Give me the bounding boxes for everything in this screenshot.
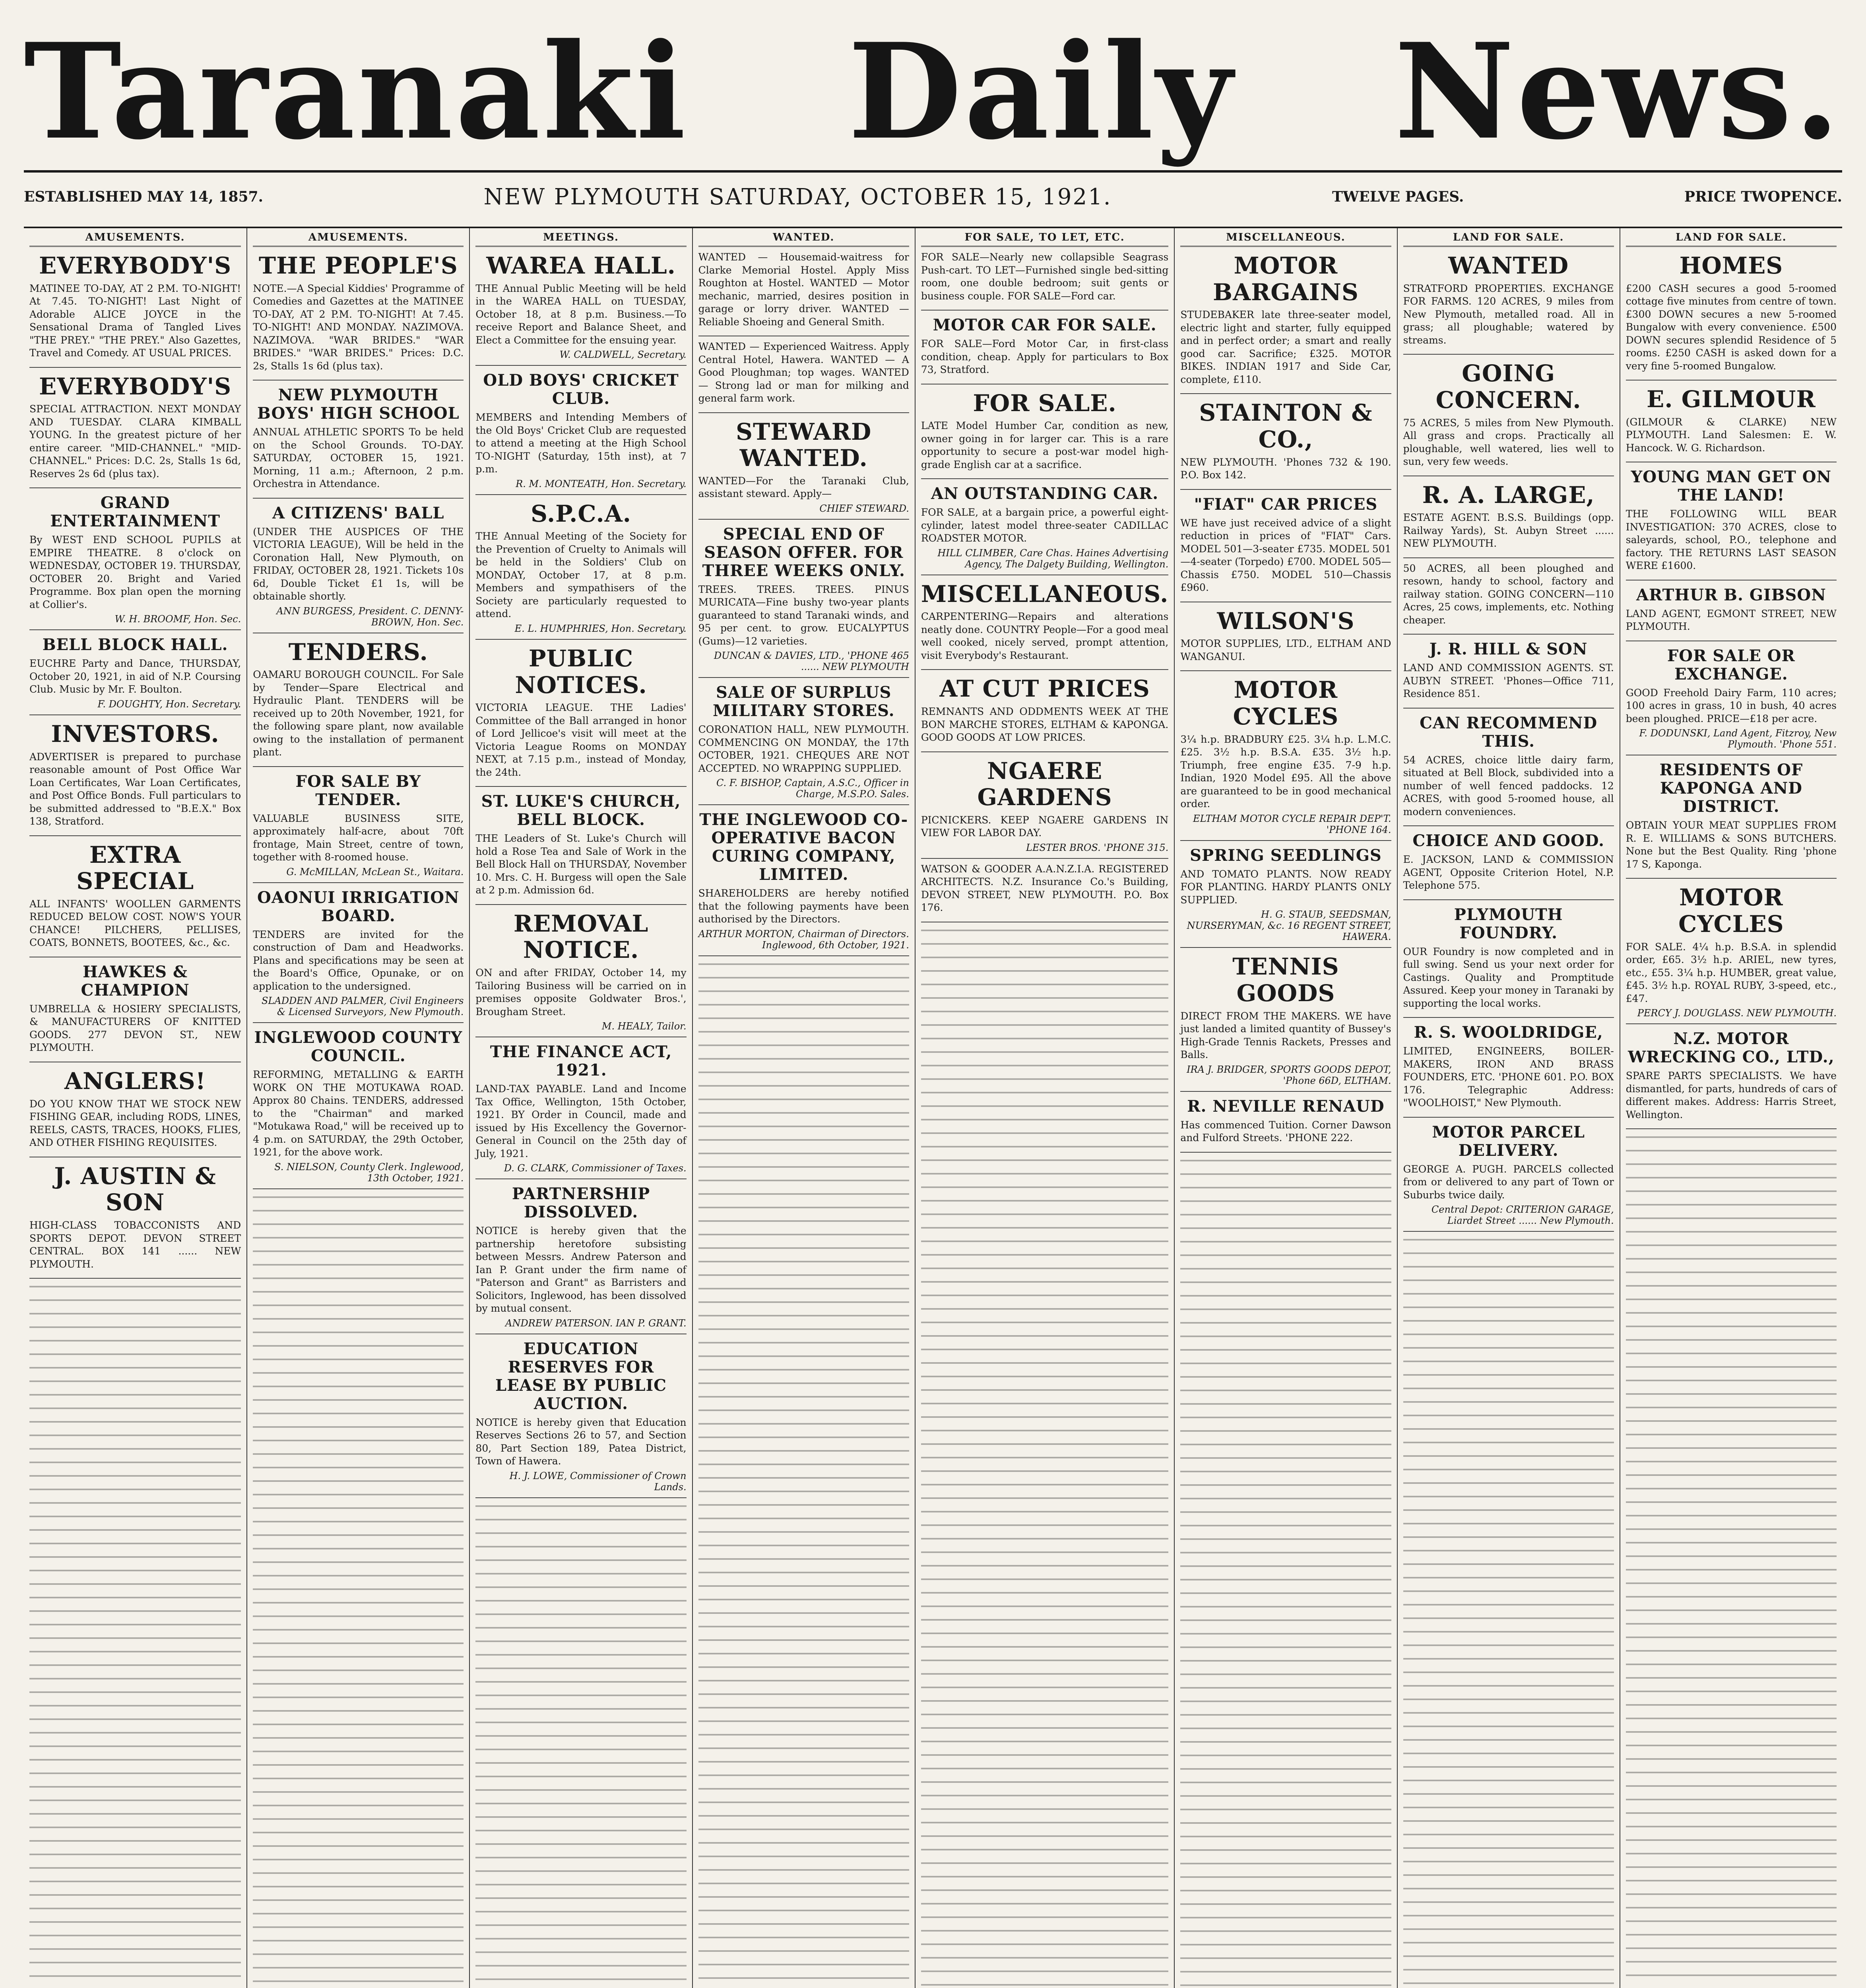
ad-title: ST. LUKE'S CHURCH, BELL BLOCK. — [481, 792, 681, 829]
ad-title: FOR SALE BY TENDER. — [295, 772, 421, 809]
advertisement — [29, 368, 241, 489]
ad-title: R. S. WOOLDRIDGE, — [1414, 1023, 1603, 1042]
ad-body: WANTED—For the Taranaki Club, assistant steward. Apply— — [698, 475, 909, 500]
ad-body: SHAREHOLDERS are hereby notified that the following payments have been authorised by the Directors. — [698, 887, 909, 925]
ad-title: TENNIS GOODS — [1232, 953, 1339, 1007]
column-heading: FOR SALE, TO LET, ETC. — [921, 228, 1169, 247]
ad-signature: E. L. HUMPHRIES, Hon. Secretary. — [514, 623, 687, 634]
advertisement — [921, 575, 1169, 670]
ad-signature: H. G. STAUB, SEEDSMAN, NURSERYMAN, &c. 16 REGENT STREET, HAWERA. — [1187, 909, 1391, 943]
advertisement — [1403, 1018, 1614, 1118]
ad-title: GRAND ENTERTAINMENT — [50, 493, 221, 531]
ad-body: MEMBERS and Intending Members of the Old Boys' Cricket Club are requested to attend a meeting at the High School TO-NIGHT (Saturday, 15th inst), at 7 p.m. — [475, 412, 687, 475]
ad-body: WANTED — Experienced Waitress. Apply Central Hotel, Hawera. WANTED — A Good Ploughman; top wages. WANTED — Strong lad or man for milking and general farm work. — [698, 341, 909, 404]
ad-title: FOR SALE. — [973, 389, 1117, 417]
ad-title: MOTOR CYCLES — [1233, 676, 1339, 730]
advertisement — [29, 1157, 241, 1279]
ad-title: A CITIZENS' BALL — [272, 503, 444, 522]
advertisement — [1403, 635, 1614, 709]
advertisement — [921, 247, 1169, 311]
ad-body: GEORGE A. PUGH. PARCELS collected from or delivered to any part of Town or Suburbs twice daily. — [1403, 1163, 1614, 1201]
column-2 — [246, 228, 469, 1988]
column-3 — [469, 228, 692, 1988]
ad-body: ALL INFANTS' WOOLLEN GARMENTS REDUCED BELOW COST. NOW'S YOUR CHANCE! PILCHERS, PELLISES, COATS, BONNETS, BOOTEES, &c., &c. — [29, 898, 241, 949]
ad-body: THE Leaders of St. Luke's Church will hold a Rose Tea and Sale of Work in the Bell Block Hall on THURSDAY, November 10. Mrs. C. H. Burgess will open the Sale at 2 p.m. Admission 6d. — [475, 833, 687, 896]
ad-body: ANNUAL ATHLETIC SPORTS To be held on the School Grounds. TO-DAY. SATURDAY, OCTOBER 15, 1921. Morning, 11 a.m.; Afternoon, 2 p.m. Orchestra in Attendance. — [253, 426, 464, 490]
ad-body: VICTORIA LEAGUE. THE Ladies' Committee of the Ball arranged in honor of Lord Jellicoe's visit will meet at the Victoria League Rooms on MONDAY NEXT, at 7.15 p.m., instead of Monday, the 24th. — [475, 702, 687, 778]
column-1 — [24, 228, 246, 1988]
ad-signature: C. F. BISHOP, Captain, A.S.C., Officer in Charge, M.S.P.O. Sales. — [716, 777, 909, 800]
ad-title: WAREA HALL. — [486, 252, 676, 279]
advertisement — [921, 859, 1169, 922]
ad-body: 54 ACRES, choice little dairy farm, situated at Bell Block, subdivided into a number of well fenced paddocks. 12 ACRES, with good 5-roomed house, all modern conveniences. — [1403, 754, 1614, 817]
advertisement — [1626, 580, 1837, 641]
column-heading: MISCELLANEOUS. — [1180, 228, 1391, 247]
ad-signature: W. H. BROOMF, Hon. Sec. — [114, 613, 241, 625]
advertisement — [475, 1334, 686, 1498]
ad-title: J. AUSTIN & SON — [54, 1162, 216, 1216]
ad-signature: SLADDEN AND PALMER, Civil Engineers & Licensed Surveyors, New Plymouth. — [261, 995, 464, 1018]
ad-title: PLYMOUTH FOUNDRY. — [1454, 905, 1563, 942]
advertisement — [1403, 826, 1614, 900]
ad-title: INVESTORS. — [51, 720, 219, 747]
ad-body: UMBRELLA & HOSIERY SPECIALISTS, & MANUFACTURERS OF KNITTED GOODS. 277 DEVON ST., NEW PLYMOUTH. — [29, 1003, 241, 1054]
ad-body: DO YOU KNOW THAT WE STOCK NEW FISHING GEAR, including RODS, LINES, REELS, CASTS, TRACES, HOOKS, FLIES, AND OTHER FISHING REQUISITES. — [29, 1098, 241, 1149]
advertisement — [1180, 841, 1391, 948]
ad-title: EVERYBODY'S — [39, 252, 232, 279]
ad-signature: Central Depot: CRITERION GARAGE, Liardet Street ...... New Plymouth. — [1431, 1204, 1614, 1227]
ad-body: THE Annual Public Meeting will be held in the WAREA HALL on TUESDAY, October 18, at 8 p.m. Business.—To receive Report and Balance Sheet, and Elect a Committee for the ensuing year. — [475, 282, 687, 346]
advertisement — [1626, 641, 1837, 756]
ad-title: HAWKES & CHAMPION — [81, 962, 190, 1000]
ad-signature: LESTER BROS. 'PHONE 315. — [1026, 842, 1169, 853]
advertisement — [29, 1062, 241, 1157]
ad-body: LATE Model Humber Car, condition as new, owner going in for larger car. This is a rare opportunity to secure a post-war model high-grade English car at a sacrifice. — [921, 420, 1169, 470]
ad-body: (GILMOUR & CLARKE) NEW PLYMOUTH. Land Salesmen: E. W. Hancock. W. G. Richardson. — [1625, 416, 1837, 454]
ad-body: £200 CASH secures a good 5-roomed cottage five minutes from centre of town. £300 DOWN secures a new 5-roomed Bungalow with every convenience. £500 DOWN secures splendid Residence of 5 rooms. £250 CASH is asked down for a very fine 5-roomed Bungalow. — [1625, 282, 1837, 372]
advertisement — [1403, 247, 1614, 355]
small-print-filler — [253, 1189, 464, 1988]
ad-body: LAND-TAX PAYABLE. Land and Income Tax Office, Wellington, 15th October, 1921. BY Order in Council, made and issued by His Excellency the Governor-General in Council on the 25th day of July, 1921. — [475, 1083, 687, 1159]
ad-title: E. GILMOUR — [1647, 386, 1816, 413]
advertisement — [1180, 671, 1391, 841]
ad-title: NEW PLYMOUTH BOYS' HIGH SCHOOL — [257, 386, 460, 423]
ad-title: MOTOR BARGAINS — [1213, 252, 1359, 306]
ad-body: SPARE PARTS SPECIALISTS. We have dismantled, for parts, hundreds of cars of different makes. Address: Harris Street, Wellington. — [1625, 1070, 1837, 1120]
ad-body: WE have just received advice of a slight reduction in prices of "FIAT" Cars. MODEL 501—3-seater £735. MODEL 501—4-seater (Torpedo) £700. MODEL 505—Chassis £750. MODEL 510—Chassis £960. — [1180, 517, 1391, 594]
ad-body: NOTICE is hereby given that Education Reserves Sections 26 to 57, and Section 80, Part Section 189, Patea District, Town of Hawera. — [475, 1416, 687, 1467]
ad-signature: D. G. CLARK, Commissioner of Taxes. — [504, 1163, 687, 1174]
column-heading: MEETINGS. — [475, 228, 686, 247]
ad-body: LAND AGENT, EGMONT STREET, NEW PLYMOUTH. — [1625, 608, 1837, 633]
ad-body: ON and after FRIDAY, October 14, my Tailoring Business will be carried on in premises opposite Goldwater Bros.', Brougham Street. — [475, 967, 687, 1017]
ad-body: ESTATE AGENT. B.S.S. Buildings (opp. Railway Yards), St. Aubyn Street ...... NEW PLYMOUTH. — [1403, 512, 1614, 549]
issue-date: NEW PLYMOUTH SATURDAY, OCTOBER 15, 1921. — [483, 184, 1112, 210]
advertisement — [921, 752, 1169, 859]
ad-signature: HILL CLIMBER, Care Chas. Haines Advertising Agency, The Dalgety Building, Wellington. — [937, 547, 1169, 570]
ad-title: EVERYBODY'S — [39, 373, 232, 400]
ad-body: MOTOR SUPPLIES, LTD., ELTHAM AND WANGANUI. — [1180, 638, 1391, 662]
ad-body: STRATFORD PROPERTIES. EXCHANGE FOR FARMS. 120 ACRES, 9 miles from New Plymouth, metalled road. All in grass; all ploughable; watered by streams. — [1403, 282, 1614, 346]
ad-body: Has commenced Tuition. Corner Dawson and Fulford Streets. 'PHONE 222. — [1180, 1119, 1391, 1144]
ad-title: MISCELLANEOUS. — [921, 580, 1169, 608]
small-print-filler — [29, 1279, 241, 1988]
ad-title: WANTED — [1448, 252, 1569, 279]
ad-title: NGAERE GARDENS — [977, 757, 1112, 811]
ad-body: TENDERS are invited for the construction of Dam and Headworks. Plans and specifications may be seen at the Board's Office, Opunake, or on application to the undersigned. — [253, 928, 464, 992]
advertisement — [1403, 900, 1614, 1018]
column-5 — [915, 228, 1174, 1988]
advertisement — [29, 488, 241, 630]
advertisement — [698, 247, 909, 336]
ad-body: OBTAIN YOUR MEAT SUPPLIES FROM R. E. WILLIAMS & SONS BUTCHERS. None but the Best Quality. Ring 'phone 17 S, Kaponga. — [1625, 819, 1837, 870]
ad-body: (UNDER THE AUSPICES OF THE VICTORIA LEAGUE), Will be held in the Coronation Hall, New Plymouth, on FRIDAY, OCTOBER 28, 1921. Tickets 10s 6d, Double Ticket £1 1s, will be obtainable shortly. — [253, 526, 464, 602]
advertisement — [1626, 755, 1837, 879]
ad-signature: R. M. MONTEATH, Hon. Secretary. — [516, 478, 687, 489]
column-heading: WANTED. — [698, 228, 909, 247]
ad-signature: F. DODUNSKI, Land Agent, Fitzroy, New Plymouth. 'Phone 551. — [1639, 728, 1837, 750]
ad-signature: M. HEALY, Tailor. — [601, 1021, 687, 1032]
masthead-word-1: Taranaki — [24, 14, 689, 169]
ad-title: ARTHUR B. GIBSON — [1636, 585, 1826, 604]
ad-body: 75 ACRES, 5 miles from New Plymouth. All grass and crops. Practically all ploughable, well watered, lies well to sun, very few weeds. — [1403, 417, 1614, 468]
ad-body: EUCHRE Party and Dance, THURSDAY, October 20, 1921, in aid of N.P. Coursing Club. Music by Mr. F. Boulton. — [29, 658, 241, 695]
ad-body: OAMARU BOROUGH COUNCIL. For Sale by Tender—Spare Electrical and Hydraulic Plant. TENDERS will be received up to 20th November, 1921, for the following spare plant, now available owing to the installation of permanent plant. — [253, 669, 464, 758]
masthead-word-2: Daily — [848, 14, 1235, 169]
ad-signature: DUNCAN & DAVIES, LTD., 'PHONE 465 ...... NEW PLYMOUTH — [714, 650, 909, 673]
ad-body: WANTED — Housemaid-waitress for Clarke Memorial Hostel. Apply Miss Roughton at Hostel. WANTED — Motor mechanic, married, desires position in garage or lorry driver. WANTED — Reliable Shoeing and General Smith. — [698, 251, 909, 328]
ad-body: TREES. TREES. TREES. PINUS MURICATA—Fine bushy two-year plants guaranteed to stand Taranaki winds, and 95 per cent. to grow. EUCALYPTUS (Gums)—12 varieties. — [698, 583, 909, 647]
ad-body: E. JACKSON, LAND & COMMISSION AGENT, Opposite Criterion Hotel, N.P. Telephone 575. — [1403, 854, 1614, 891]
ad-title: ANGLERS! — [64, 1067, 206, 1095]
ad-body: AND TOMATO PLANTS. NOW READY FOR PLANTING. HARDY PLANTS ONLY SUPPLIED. — [1180, 868, 1391, 906]
ad-title: CHOICE AND GOOD. — [1412, 831, 1605, 850]
ad-body: WATSON & GOODER A.A.N.Z.I.A. REGISTERED ARCHITECTS. N.Z. Insurance Co.'s Building, DEVON STREET, NEW PLYMOUTH. P.O. Box 176. — [921, 863, 1169, 914]
ad-title: J. R. HILL & SON — [1429, 640, 1588, 659]
advertisement — [29, 630, 241, 715]
advertisement — [1626, 247, 1837, 381]
advertisement — [1180, 948, 1391, 1091]
ad-title: TENDERS. — [288, 638, 428, 666]
advertisement — [29, 247, 241, 368]
ad-title: R. A. LARGE, — [1422, 481, 1595, 509]
ad-body: VALUABLE BUSINESS SITE, approximately half-acre, about 70ft frontage, Main Street, centre of town, together with 8-roomed house. — [253, 812, 464, 863]
ad-signature: F. DOUGHTY, Hon. Secretary. — [97, 698, 241, 710]
advertisement — [1180, 602, 1391, 672]
ad-title: OAONUI IRRIGATION BOARD. — [257, 888, 460, 925]
small-print-filler — [1403, 1232, 1614, 1988]
ad-signature: ELTHAM MOTOR CYCLE REPAIR DEP'T. 'PHONE 164. — [1193, 813, 1391, 835]
ad-signature: IRA J. BRIDGER, SPORTS GOODS DEPOT, 'Phone 66D, ELTHAM. — [1187, 1064, 1391, 1086]
ad-title: THE PEOPLE'S — [258, 252, 458, 279]
advertisement — [921, 479, 1169, 575]
advertisement — [1403, 476, 1614, 558]
ad-signature: ARTHUR MORTON, Chairman of Directors. Inglewood, 6th October, 1921. — [698, 928, 909, 951]
advertisement — [29, 836, 241, 957]
advertisement — [1180, 490, 1391, 602]
ad-body: 3¼ h.p. BRADBURY £25. 3¼ h.p. L.M.C. £25. 3½ h.p. B.S.A. £35. 3½ h.p. Triumph, free engine £35. 7-9 h.p. Indian, 1920 Model £95. All the above are guaranteed to be in good mechanical order. — [1180, 733, 1391, 810]
ad-title: SPRING SEEDLINGS — [1190, 846, 1382, 865]
column-6 — [1174, 228, 1397, 1988]
advertisement — [475, 1179, 686, 1334]
ad-body: DIRECT FROM THE MAKERS. WE have just landed a limited quantity of Bussey's High-Grade Tennis Rackets, Presses and Balls. — [1180, 1010, 1391, 1061]
column-heading: LAND FOR SALE. — [1626, 228, 1837, 247]
dateline — [24, 179, 1842, 215]
ad-title: EXTRA SPECIAL — [76, 841, 194, 895]
ad-title: S.P.C.A. — [531, 500, 631, 527]
column-8 — [1620, 228, 1842, 1988]
ad-title: CAN RECOMMEND THIS. — [1420, 713, 1598, 751]
ad-body: SPECIAL ATTRACTION. NEXT MONDAY AND TUESDAY. CLARA KIMBALL YOUNG. In the greatest picture of her entire career. "MID-CHANNEL." "MID-CHANNEL." Prices: D.C. 2s, Stalls 1s 6d, Reserves 2s 6d (plus tax). — [29, 403, 241, 480]
masthead-rule — [24, 170, 1842, 173]
ad-title: RESIDENTS OF KAPONGA AND DISTRICT. — [1659, 761, 1803, 816]
ad-title: THE FINANCE ACT, 1921. — [490, 1043, 672, 1080]
advertisement — [475, 640, 686, 787]
page-count: TWELVE PAGES. — [1332, 188, 1464, 205]
ad-signature: G. McMILLAN, McLean St., Waitara. — [286, 866, 464, 878]
ad-body: THE Annual Meeting of the Society for the Prevention of Cruelty to Animals will be held in the Soldiers' Club on MONDAY, October 17, at 8 p.m. Members and sympathisers of the Society are particularly requested to attend. — [475, 530, 687, 620]
advertisement — [253, 247, 464, 381]
small-print-filler — [475, 1498, 686, 1988]
ad-body: By WEST END SCHOOL PUPILS at EMPIRE THEATRE. 8 o'clock on WEDNESDAY, OCTOBER 19. THURSDAY, OCTOBER 20. Bright and Varied Programme. Box plan open the morning at Collier's. — [29, 534, 241, 610]
ad-body: HIGH-CLASS TOBACCONISTS AND SPORTS DEPOT. DEVON STREET CENTRAL. BOX 141 ...... NEW PLYMOUTH. — [29, 1219, 241, 1270]
advertisement — [1403, 709, 1614, 827]
advertisement — [475, 247, 686, 366]
advertisement — [1180, 247, 1391, 394]
ad-body: FOR SALE. 4¼ h.p. B.S.A. in splendid order, £65. 3½ h.p. ARIEL, new tyres, etc., £55. 3¼ h.p. HUMBER, great value, £45. 3½ h.p. ROYAL RUBY, 3-speed, etc., £47. — [1625, 941, 1837, 1004]
ad-title: MOTOR CYCLES — [1678, 884, 1784, 938]
ad-body: NOTICE is hereby given that the partnership heretofore subsisting between Messrs. Andrew Paterson and Ian P. Grant under the firm name of "Paterson and Grant" as Barristers and Solicitors, Inglewood, has been dissolved by mutual consent. — [475, 1225, 687, 1314]
ad-body: CORONATION HALL, NEW PLYMOUTH. COMMENCING ON MONDAY, the 17th OCTOBER, 1921. CHEQUES ARE NOT ACCEPTED. NO WRAPPING SUPPLIED. — [698, 724, 909, 774]
masthead-word-3: News. — [1394, 14, 1842, 169]
advertisement — [475, 1037, 686, 1179]
ad-title: GOING CONCERN. — [1435, 360, 1581, 414]
ad-title: R. NEVILLE RENAUD — [1187, 1097, 1385, 1116]
advertisement — [475, 787, 686, 905]
advertisement — [921, 384, 1169, 480]
advertisement — [1180, 394, 1391, 489]
ad-body: FOR SALE—Ford Motor Car, in first-class condition, cheap. Apply for particulars to Box 73, Stratford. — [921, 338, 1169, 375]
ad-title: AN OUTSTANDING CAR. — [931, 484, 1159, 503]
ad-signature: W. CALDWELL, Secretary. — [559, 349, 687, 361]
ad-title: BELL BLOCK HALL. — [42, 635, 228, 654]
advertisement — [1626, 381, 1837, 462]
ad-body: FOR SALE, at a bargain price, a powerful eight-cylinder, latest model three-seater CADILLAC ROADSTER MOTOR. — [921, 507, 1169, 544]
ad-title: REMOVAL NOTICE. — [513, 910, 649, 964]
ad-title: SPECIAL END OF SEASON OFFER. FOR THREE WEEKS ONLY. — [702, 524, 905, 580]
advertisement — [29, 957, 241, 1062]
ad-title: FOR SALE OR EXCHANGE. — [1667, 646, 1795, 683]
ad-title: SALE OF SURPLUS MILITARY STORES. — [712, 683, 895, 720]
ad-title: EDUCATION RESERVES FOR LEASE BY PUBLIC AUCTION. — [495, 1339, 667, 1413]
ad-body: LAND AND COMMISSION AGENTS. ST. AUBYN STREET. 'Phones—Office 711, Residence 851. — [1403, 662, 1614, 700]
advertisement — [1180, 1092, 1391, 1153]
column-4 — [692, 228, 915, 1988]
ad-body: NOTE.—A Special Kiddies' Programme of Comedies and Gazettes at the MATINEE TO-DAY, AT 2 P.M. TO-NIGHT! At 7.45. TO-NIGHT! AND MONDAY. NAZIMOVA. NAZIMOVA. "WAR BRIDES." "WAR BRIDES." "WAR BRIDES." Prices: D.C. 2s, Stalls 1s 6d (plus tax). — [253, 282, 464, 372]
newspaper-columns — [24, 227, 1842, 1988]
ad-title: HOMES — [1679, 252, 1783, 279]
small-print-filler — [1180, 1153, 1391, 1988]
advertisement — [698, 520, 909, 678]
ad-body: FOR SALE—Nearly new collapsible Seagrass Push-cart. TO LET—Furnished single bed-sitting room, one double bedroom; suit gents or business couple. FOR SALE—Ford car. — [921, 251, 1169, 302]
ad-title: MOTOR PARCEL DELIVERY. — [1432, 1122, 1585, 1160]
ad-title: THE INGLEWOOD CO-OPERATIVE BACON CURING COMPANY, LIMITED. — [699, 810, 908, 884]
advertisement — [253, 633, 464, 767]
ad-body: THE FOLLOWING WILL BEAR INVESTIGATION: 370 ACRES, close to saleyards, school, P.O., telephone and factory. THE RETURNS LAST SEASON WERE £1600. — [1625, 508, 1837, 572]
price: PRICE TWOPENCE. — [1684, 188, 1842, 205]
ad-body: REFORMING, METALLING & EARTH WORK ON THE MOTUKAWA ROAD. Approx 80 Chains. TENDERS, addressed to the "Chairman" and marked "Motukawa Road," will be received up to 4 p.m. on SATURDAY, the 29th October, 1921, for the above work. — [253, 1069, 464, 1158]
ad-title: YOUNG MAN GET ON THE LAND! — [1631, 468, 1832, 505]
advertisement — [1403, 1118, 1614, 1232]
small-print-filler — [921, 922, 1169, 1988]
advertisement — [253, 499, 464, 633]
advertisement — [253, 767, 464, 883]
ad-body: REMNANTS AND ODDMENTS WEEK AT THE BON MARCHE STORES, ELTHAM & KAPONGA. GOOD GOODS AT LOW PRICES. — [921, 706, 1169, 744]
advertisement — [475, 905, 686, 1037]
ad-signature: H. J. LOWE, Commissioner of Crown Lands. — [509, 1470, 687, 1493]
advertisement — [921, 670, 1169, 752]
advertisement — [698, 678, 909, 805]
ad-signature: PERCY J. DOUGLASS. NEW PLYMOUTH. — [1637, 1008, 1837, 1019]
column-heading: AMUSEMENTS. — [29, 228, 241, 247]
ad-title: N.Z. MOTOR WRECKING CO., LTD., — [1628, 1029, 1835, 1067]
ad-body: MATINEE TO-DAY, AT 2 P.M. TO-NIGHT! At 7.45. TO-NIGHT! Last Night of Adorable ALICE JOYCE in the Sensational Drama of Tangled Lives "THE PREY." "THE PREY." Also Gazettes, Travel and Comedy. AT USUAL PRICES. — [29, 282, 241, 359]
ad-signature: CHIEF STEWARD. — [819, 503, 909, 514]
advertisement — [1626, 1024, 1837, 1129]
ad-signature: ANDREW PATERSON. IAN P. GRANT. — [505, 1317, 687, 1329]
ad-body: CARPENTERING—Repairs and alterations neatly done. COUNTRY People—For a good meal well cooked, nicely served, prompt attention, visit Everybody's Restaurant. — [921, 611, 1169, 661]
advertisement — [29, 715, 241, 836]
ad-title: PARTNERSHIP DISSOLVED. — [512, 1184, 650, 1222]
advertisement — [1626, 879, 1837, 1024]
advertisement — [475, 495, 686, 640]
small-print-filler — [698, 956, 909, 1988]
ad-body: 50 ACRES, all been ploughed and resown, handy to school, factory and railway station. GOING CONCERN—110 Acres, 25 cows, implements, etc. Nothing cheaper. — [1403, 562, 1614, 626]
ad-body: LIMITED, ENGINEERS, BOILER-MAKERS, IRON AND BRASS FOUNDERS, ETC. 'PHONE 601. P.O. BOX 176. Telegraphic Address: "WOOLHOIST," New Plymouth. — [1403, 1045, 1614, 1109]
ad-title: "FIAT" CAR PRICES — [1194, 495, 1378, 514]
column-heading: LAND FOR SALE. — [1403, 228, 1614, 247]
ad-body: NEW PLYMOUTH. 'Phones 732 & 190. P.O. Box 142. — [1180, 456, 1391, 481]
ad-title: MOTOR CAR FOR SALE. — [933, 316, 1157, 334]
masthead — [24, 16, 1842, 167]
column-heading: AMUSEMENTS. — [253, 228, 464, 247]
advertisement — [253, 1023, 464, 1189]
advertisement — [253, 381, 464, 499]
ad-title: WILSON'S — [1217, 607, 1355, 635]
advertisement — [698, 805, 909, 956]
advertisement — [921, 311, 1169, 384]
ad-signature: ANN BURGESS, President. C. DENNY-BROWN, Hon. Sec. — [276, 605, 464, 628]
advertisement — [1403, 355, 1614, 476]
advertisement — [253, 883, 464, 1023]
advertisement — [698, 336, 909, 413]
ad-body: GOOD Freehold Dairy Farm, 110 acres; 100 acres in grass, 10 in bush, 40 acres been ploughed. PRICE—£18 per acre. — [1625, 687, 1837, 724]
ad-title: AT CUT PRICES — [939, 675, 1150, 703]
ad-body: OUR Foundry is now completed and in full swing. Send us your next order for Castings. Quality and Promptitude Assured. Keep your money in Taranaki by supporting the local works. — [1403, 945, 1614, 1009]
ad-body: PICNICKERS. KEEP NGAERE GARDENS IN VIEW FOR LABOR DAY. — [921, 814, 1169, 839]
advertisement — [475, 366, 686, 495]
ad-body: ADVERTISER is prepared to purchase reasonable amount of Post Office War Loan Certificates, War Loan Certificates, and Post Office Bonds. Full particulars to be submitted addressed to "B.E.X." Box 138, Stratford. — [29, 751, 241, 827]
small-print-filler — [1626, 1129, 1837, 1988]
ad-title: STAINTON & CO., — [1199, 399, 1373, 453]
ad-title: PUBLIC NOTICES. — [515, 645, 647, 699]
established-date: ESTABLISHED MAY 14, 1857. — [24, 188, 264, 205]
advertisement — [1403, 558, 1614, 635]
ad-title: OLD BOYS' CRICKET CLUB. — [483, 371, 679, 408]
advertisement — [1626, 462, 1837, 580]
ad-body: STUDEBAKER late three-seater model, electric light and starter, fully equipped and in perfect order; a smart and really good car. Sacrifice; £325. MOTOR BIKES. INDIAN 1917 and Side Car, complete, £110. — [1180, 309, 1391, 385]
ad-title: STEWARD WANTED. — [736, 418, 872, 472]
column-7 — [1397, 228, 1620, 1988]
advertisement — [698, 413, 909, 520]
ad-signature: S. NIELSON, County Clerk. Inglewood, 13th October, 1921. — [274, 1161, 464, 1184]
ad-title: INGLEWOOD COUNTY COUNCIL. — [254, 1028, 463, 1066]
